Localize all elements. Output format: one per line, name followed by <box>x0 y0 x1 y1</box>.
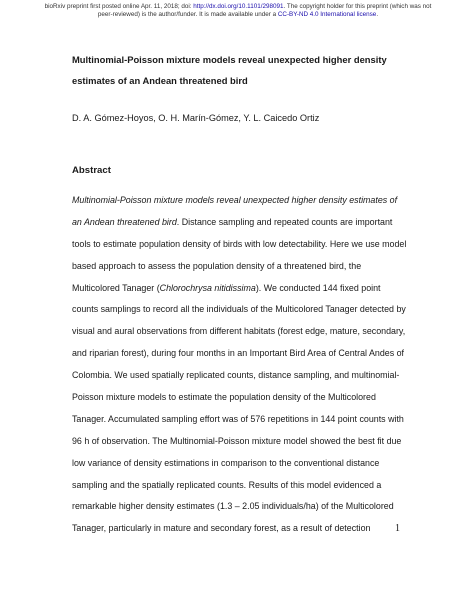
abstract-text: visual and aural observations from different habitats (forest edge, mature, secondary, <box>72 326 406 337</box>
abstract-line <box>72 475 412 497</box>
abstract-text: Colombia. We used spatially replicated counts, distance sampling, and multinomial- <box>72 370 400 381</box>
abstract-text: Tanager, particularly in mature and secondary forest, as a result of detection <box>72 523 371 534</box>
abstract-line <box>72 299 412 321</box>
abstract-line <box>72 234 412 256</box>
license-link[interactable]: CC-BY-ND 4.0 International license <box>277 11 377 19</box>
abstract-line <box>72 496 412 518</box>
preprint-notice-text: bioRxiv preprint first posted online Apr. 11, 2018; doi: <box>44 3 194 10</box>
preprint-notice-text: . The copyright holder for this preprint (which was not <box>283 3 432 10</box>
abstract-text: Poisson mixture models to estimate the population density of the Multicolored <box>72 392 376 403</box>
abstract-text: 96 h of observation. The Multinomial-Poisson mixture model showed the best fit due <box>72 435 402 446</box>
paper-title-line-1: Multinomial-Poisson mixture models reveal unexpected higher density <box>72 54 387 65</box>
preprint-notice-line-1 <box>38 3 438 11</box>
abstract-text: low variance of density estimations in comparison to the conventional distance <box>72 457 380 468</box>
abstract-line <box>72 190 412 212</box>
abstract-text: and riparian forest), during four months in an Important Bird Area of Central Andes of <box>72 348 405 359</box>
page-number: 1 <box>395 523 400 534</box>
abstract-line <box>72 321 412 343</box>
abstract-italic-text: Chlorochrysa nitidissima <box>159 282 256 293</box>
author-list: D. A. Gómez-Hoyos, O. H. Marín-Gómez, Y. L. Caicedo Ortiz <box>72 113 320 123</box>
preprint-notice-text: . <box>376 11 379 19</box>
abstract-line <box>72 387 412 409</box>
abstract-text: ). We conducted 144 fixed point <box>255 282 381 293</box>
abstract-text: tools to estimate population density of birds with low detectability. Here we use model <box>72 238 407 249</box>
abstract-line <box>72 343 412 365</box>
abstract-text: based approach to assess the population density of a threatened bird, the <box>72 260 362 271</box>
abstract-text: Tanager. Accumulated sampling effort was of 576 repetitions in 144 point counts with <box>72 413 404 424</box>
abstract-line <box>72 256 412 278</box>
abstract-line <box>72 278 412 300</box>
abstract-text: counts samplings to record all the individuals of the Multicolored Tanager detected by <box>72 304 406 315</box>
abstract-text: . Distance sampling and repeated counts are important <box>176 216 393 227</box>
abstract-text: Multicolored Tanager ( <box>72 282 160 293</box>
preprint-notice <box>38 3 438 19</box>
doi-link[interactable]: http://dx.doi.org/10.1101/298091 <box>193 3 284 10</box>
abstract-line <box>72 409 412 431</box>
abstract-text: sampling and the spatially replicated counts. Results of this model evidenced a <box>72 479 382 490</box>
preprint-notice-text: peer-reviewed) is the author/funder. It is made available under a <box>97 11 278 19</box>
abstract-line <box>72 365 412 387</box>
abstract-heading: Abstract <box>72 165 111 176</box>
abstract-line <box>72 518 412 540</box>
abstract-line <box>72 212 412 234</box>
abstract-line <box>72 453 412 475</box>
preprint-notice-line-2 <box>38 11 438 19</box>
abstract-italic-text: Multinomial-Poisson mixture models reveal unexpected higher density estimates of <box>72 195 398 205</box>
paper-title-line-2: estimates of an Andean threatened bird <box>72 75 248 86</box>
abstract-italic-text: an Andean threatened bird <box>72 216 177 227</box>
abstract-body <box>72 190 412 540</box>
abstract-text: remarkable higher density estimates (1.3 – 2.05 individuals/ha) of the Multicolored <box>72 501 394 512</box>
abstract-line <box>72 431 412 453</box>
